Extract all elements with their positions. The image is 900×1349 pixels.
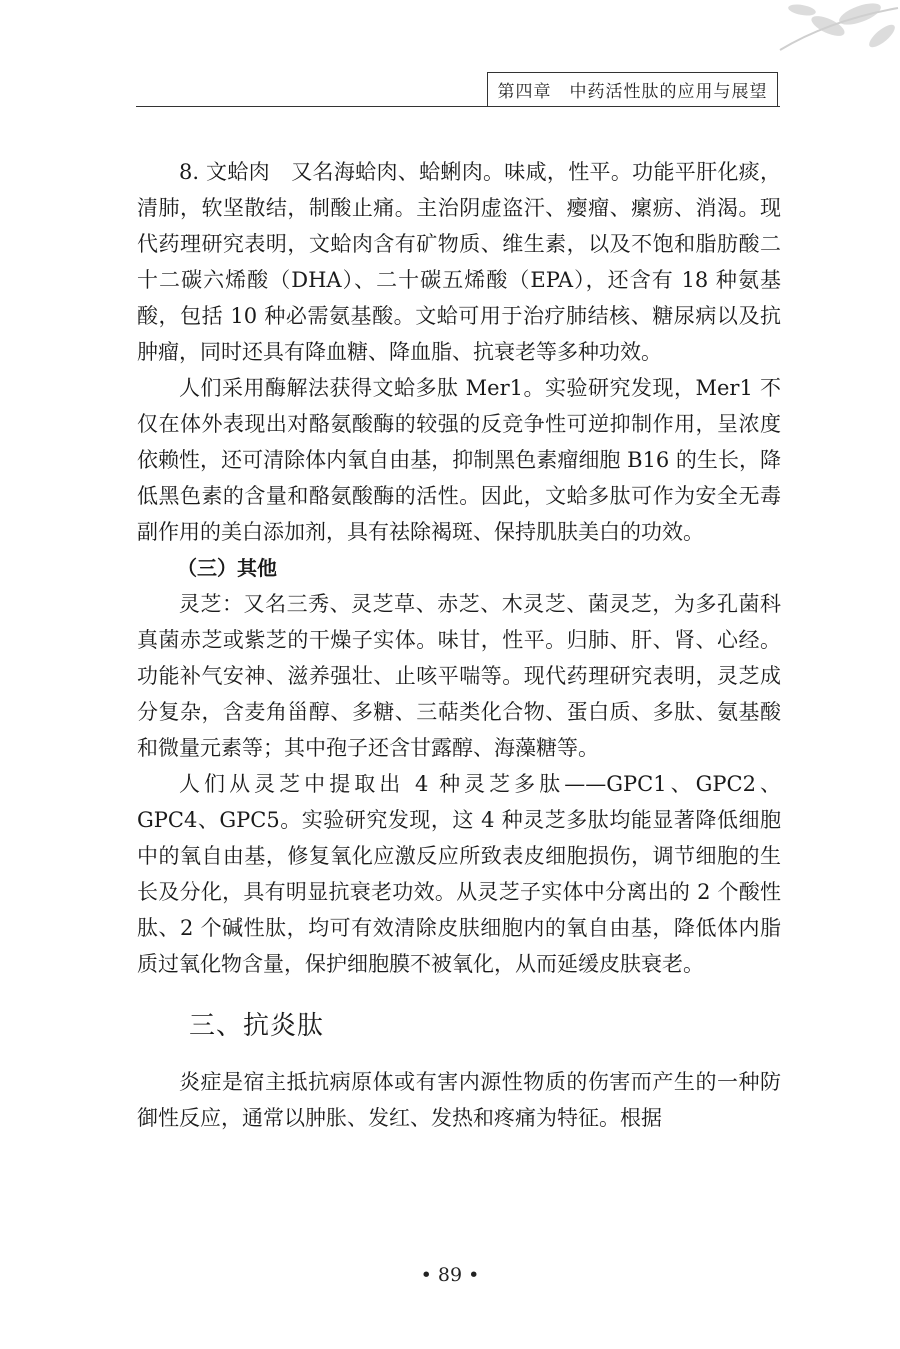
paragraph-wenha-peptide: 人们采用酶解法获得文蛤多肽 Mer1。实验研究发现，Mer1 不仅在体外表现出对酪氨酸酶的较强的反竞争性可逆抑制作用，呈浓度依赖性，还可清除体内氧自由基，抑制黑色素瘤细胞 B16 的生长，降低黑色素的含量和酪氨酸酶的活性。因此，文蛤多肽可作为安全无毒副作用的美白添加剂，具有祛除褐斑、保持肌肤美白的功效。 — [137, 376, 781, 544]
paragraph-wenha-meat: 8. 文蛤肉 又名海蛤肉、蛤蜊肉。味咸，性平。功能平肝化痰，清肺，软坚散结，制酸止痛。主治阴虚盗汗、瘿瘤、瘰疬、消渴。现代药理研究表明，文蛤肉含有矿物质、维生素，以及不饱和脂肪酸二十二碳六烯酸（DHA）、二十碳五烯酸（EPA），还含有 18 种氨基酸，包括 10 种必需氨基酸。文蛤可用于治疗肺结核、糖尿病以及抗肿瘤，同时还具有降血糖、降血脂、抗衰老等多种功效。 — [137, 160, 781, 364]
section-heading-anti-inflammatory: 三、抗炎肽 — [189, 1011, 325, 1041]
leaf-decoration — [710, 0, 900, 60]
header-divider — [136, 106, 780, 107]
running-header — [487, 72, 778, 106]
page-body — [137, 154, 781, 1136]
paragraph-lingzhi-peptide: 人们从灵芝中提取出 4 种灵芝多肽——GPC1、GPC2、GPC4、GPC5。实验研究发现，这 4 种灵芝多肽均能显著降低细胞中的氧自由基，修复氧化应激反应所致表皮细胞损伤，调节细胞的生长及分化，具有明显抗衰老功效。从灵芝子实体中分离出的 2 个酸性肽、2 个碱性肽，均可有效清除皮肤细胞内的氧自由基，降低体内脂质过氧化物含量，保护细胞膜不被氧化，从而延缓皮肤衰老。 — [137, 772, 781, 976]
page-number: • 89 • — [420, 1264, 480, 1286]
paragraph-inflammation: 炎症是宿主抵抗病原体或有害内源性物质的伤害而产生的一种防御性反应，通常以肿胀、发红、发热和疼痛为特征。根据 — [137, 1070, 781, 1130]
paragraph-lingzhi: 灵芝：又名三秀、灵芝草、赤芝、木灵芝、菌灵芝，为多孔菌科真菌赤芝或紫芝的干燥子实体。味甘，性平。归肺、肝、肾、心经。功能补气安神、滋养强壮、止咳平喘等。现代药理研究表明，灵芝成分复杂，含麦角甾醇、多糖、三萜类化合物、蛋白质、多肽、氨基酸和微量元素等；其中孢子还含甘露醇、海藻糖等。 — [137, 592, 781, 760]
chapter-title: 第四章 中药活性肽的应用与展望 — [497, 82, 768, 102]
subsection-heading-others: （三）其他 — [177, 556, 277, 580]
